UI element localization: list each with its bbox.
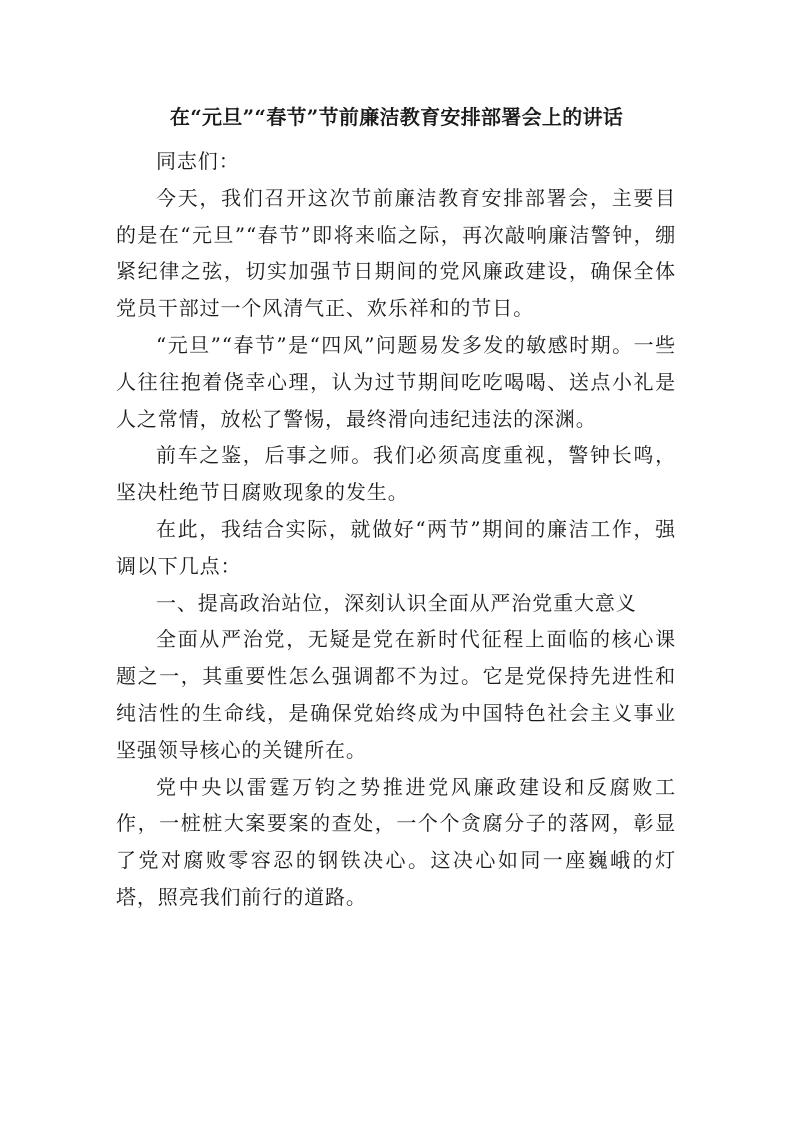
paragraph-opening: 今天，我们召开这次节前廉洁教育安排部署会，主要目的是在“元旦”“春节”即将来临之际，再次敲响廉洁警钟，绷紧纪律之弦，切实加强节日期间的党风廉政建设，确保全体党员干部过一个风清气正、欢乐祥和的节日。	[116, 185, 676, 321]
paragraph-sensitive-period: “元旦”“春节”是“四风”问题易发多发的敏感时期。一些人往往抱着侥幸心理，认为过节期间吃吃喝喝、送点小礼是人之常情，放松了警惕，最终滑向违纪违法的深渊。	[116, 332, 676, 431]
paragraph-points-intro: 在此，我结合实际，就做好“两节”期间的廉洁工作，强调以下几点：	[116, 516, 676, 578]
document-body	[116, 143, 676, 916]
paragraph-salutation: 同志们：	[156, 149, 240, 173]
paragraph-anti-corruption: 党中央以雷霆万钧之势推进党风廉政建设和反腐败工作，一桩桩大案要案的查处，一个个贪腐分子的落网，彰显了党对腐败零容忍的钢铁决心。这决心如同一座巍峨的灯塔，照亮我们前行的道路。	[116, 774, 676, 909]
paragraph-strict-governance: 全面从严治党，无疑是党在新时代征程上面临的核心课题之一，其重要性怎么强调都不为过。它是党保持先进性和纯洁性的生命线，是确保党始终成为中国特色社会主义事业坚强领导核心的关键所在。	[116, 627, 676, 762]
section-heading-1: 一、提高政治站位，深刻认识全面从严治党重大意义	[156, 590, 637, 615]
document-title: 在“元旦”“春节”节前廉洁教育安排部署会上的讲话	[169, 105, 624, 129]
paragraph-warning: 前车之鉴，后事之师。我们必须高度重视，警钟长鸣，坚决杜绝节日腐败现象的发生。	[116, 443, 676, 505]
